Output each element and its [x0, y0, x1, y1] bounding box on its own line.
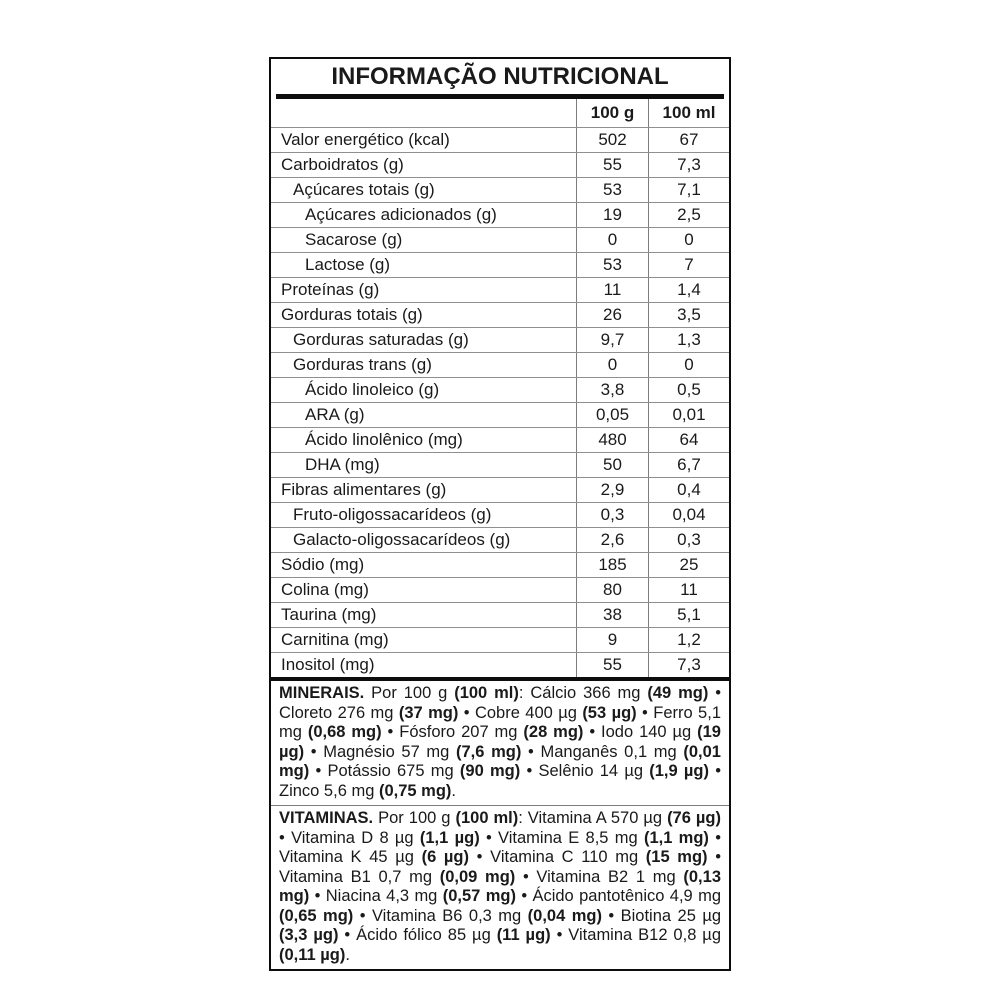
emphasized-text: (6 µg)	[421, 848, 470, 866]
table-row	[271, 502, 729, 527]
nutrient-rows	[271, 127, 729, 677]
nutrient-label: Colina (mg)	[281, 580, 369, 599]
nutrient-label: Fibras alimentares (g)	[281, 480, 447, 499]
value-100ml: 1,2	[648, 628, 729, 652]
nutrient-label: Ácido linolênico (mg)	[305, 430, 463, 449]
emphasized-text: (0,57 mg)	[442, 887, 516, 905]
plain-text: • Vitamina B6 0,3 mg	[353, 906, 528, 925]
nutrient-label: Sacarose (g)	[305, 230, 403, 249]
value-100g: 2,9	[576, 478, 648, 502]
value-100g: 11	[576, 278, 648, 302]
emphasized-text: (0,75 mg)	[378, 781, 452, 800]
vitamins-paragraph	[271, 806, 729, 969]
value-100ml: 7,3	[648, 653, 729, 677]
nutrition-facts-panel	[269, 57, 731, 971]
plain-text: • Ferro 5,1 mg	[279, 703, 721, 741]
value-100ml: 0,3	[648, 528, 729, 552]
plain-text: • Manganês 0,1 mg	[521, 742, 684, 761]
value-100g: 53	[576, 178, 648, 202]
plain-text: .	[345, 945, 350, 964]
emphasized-text: (11 µg)	[496, 926, 551, 944]
emphasized-text: (53 µg)	[582, 703, 637, 722]
value-100ml: 1,4	[648, 278, 729, 302]
table-row	[271, 277, 729, 302]
table-row	[271, 427, 729, 452]
nutrient-label: Gorduras trans (g)	[293, 355, 432, 374]
value-100g: 502	[576, 128, 648, 152]
value-100g: 80	[576, 578, 648, 602]
nutrient-label: Carboidratos (g)	[281, 155, 404, 174]
value-100g: 38	[576, 603, 648, 627]
value-100ml: 7	[648, 253, 729, 277]
emphasized-text: (37 mg)	[398, 703, 459, 722]
nutrient-label: DHA (mg)	[305, 455, 380, 474]
emphasized-text: (0,68 mg)	[307, 723, 382, 741]
table-row	[271, 577, 729, 602]
plain-text: • Iodo 140 µg	[583, 723, 698, 741]
value-100g: 480	[576, 428, 648, 452]
nutrient-label: Gorduras totais (g)	[281, 305, 423, 324]
value-100ml: 0,01	[648, 403, 729, 427]
table-row	[271, 252, 729, 277]
value-100ml: 0	[648, 353, 729, 377]
plain-text: Por 100 g	[364, 684, 455, 702]
nutrient-label: Sódio (mg)	[281, 555, 365, 574]
table-row	[271, 452, 729, 477]
value-100g: 185	[576, 553, 648, 577]
table-row	[271, 202, 729, 227]
plain-text: • Potássio 675 mg	[309, 762, 460, 780]
plain-text: • Fósforo 207 mg	[381, 723, 524, 741]
emphasized-text: (0,13 mg)	[279, 867, 721, 905]
plain-text: • Vitamina B12 0,8 µg	[550, 926, 721, 944]
plain-text: • Niacina 4,3 mg	[309, 887, 443, 905]
plain-text: • Vitamina B2 1 mg	[515, 867, 684, 886]
table-row	[271, 402, 729, 427]
value-100g: 50	[576, 453, 648, 477]
emphasized-text: (90 mg)	[459, 762, 521, 780]
value-100ml: 7,1	[648, 178, 729, 202]
table-row	[271, 377, 729, 402]
plain-text: • Vitamina K 45 µg	[279, 828, 722, 866]
nutrient-label: Galacto-oligossacarídeos (g)	[293, 530, 511, 549]
plain-text: • Biotina 25 µg	[601, 906, 721, 925]
emphasized-text: (3,3 µg)	[279, 926, 339, 944]
column-header-row	[271, 99, 729, 127]
nutrient-label: Ácido linoleico (g)	[305, 380, 440, 399]
emphasized-text: (76 µg)	[667, 809, 721, 827]
table-row	[271, 602, 729, 627]
table-row	[271, 627, 729, 652]
value-100ml: 0,4	[648, 478, 729, 502]
table-row	[271, 477, 729, 502]
plain-text: • Magnésio 57 mg	[304, 742, 457, 761]
table-title: INFORMAÇÃO NUTRICIONAL	[331, 63, 669, 90]
nutrient-label: Taurina (mg)	[281, 605, 377, 624]
emphasized-text: (100 ml)	[454, 684, 519, 702]
plain-text: • Zinco 5,6 mg	[279, 762, 721, 800]
value-100ml: 64	[648, 428, 729, 452]
nutrient-label: Açúcares adicionados (g)	[305, 205, 497, 224]
plain-text: • Ácido pantotênico 4,9 mg	[515, 887, 721, 905]
value-100g: 9	[576, 628, 648, 652]
nutrient-label: Lactose (g)	[305, 255, 391, 274]
plain-text: : Vitamina A 570 µg	[518, 809, 668, 827]
plain-text: • Vitamina B1 0,7 mg	[279, 848, 721, 886]
value-100g: 0,05	[576, 403, 648, 427]
column-header-100ml: 100 ml	[648, 99, 729, 127]
emphasized-text: (0,04 mg)	[527, 906, 602, 925]
emphasized-text: (0,01 mg)	[279, 742, 721, 780]
value-100g: 2,6	[576, 528, 648, 552]
value-100g: 26	[576, 303, 648, 327]
emphasized-text: (19 µg)	[279, 723, 721, 761]
nutrient-label: Açúcares totais (g)	[293, 180, 435, 199]
value-100g: 0,3	[576, 503, 648, 527]
emphasized-text: (1,9 µg)	[649, 762, 709, 780]
value-100ml: 25	[648, 553, 729, 577]
value-100ml: 0,04	[648, 503, 729, 527]
emphasized-text: (0,09 mg)	[439, 867, 516, 886]
value-100ml: 0,5	[648, 378, 729, 402]
value-100g: 0	[576, 228, 648, 252]
column-header-100g: 100 g	[576, 99, 648, 127]
table-row	[271, 527, 729, 552]
value-100ml: 1,3	[648, 328, 729, 352]
table-row	[271, 177, 729, 202]
value-100ml: 67	[648, 128, 729, 152]
value-100ml: 7,3	[648, 153, 729, 177]
nutrient-label: Gorduras saturadas (g)	[293, 330, 469, 349]
value-100ml: 0	[648, 228, 729, 252]
emphasized-text: VITAMINAS.	[279, 809, 374, 827]
nutrient-label: ARA (g)	[305, 405, 365, 424]
value-100g: 55	[576, 153, 648, 177]
value-100g: 55	[576, 653, 648, 677]
value-100ml: 3,5	[648, 303, 729, 327]
value-100g: 0	[576, 353, 648, 377]
emphasized-text: (1,1 mg)	[643, 828, 709, 847]
table-row	[271, 552, 729, 577]
table-row	[271, 127, 729, 152]
plain-text: • Cobre 400 µg	[458, 703, 583, 722]
emphasized-text: (1,1 µg)	[419, 828, 480, 847]
emphasized-text: (15 mg)	[645, 848, 708, 866]
table-row	[271, 327, 729, 352]
plain-text: • Selênio 14 µg	[520, 762, 650, 780]
value-100g: 9,7	[576, 328, 648, 352]
plain-text: Por 100 g	[373, 809, 456, 827]
emphasized-text: (0,65 mg)	[279, 906, 354, 925]
table-row	[271, 152, 729, 177]
emphasized-text: (49 mg)	[647, 684, 709, 702]
value-100g: 3,8	[576, 378, 648, 402]
table-row	[271, 352, 729, 377]
table-row	[271, 652, 729, 677]
nutrient-label: Proteínas (g)	[281, 280, 380, 299]
nutrient-label: Carnitina (mg)	[281, 630, 389, 649]
emphasized-text: (0,11 µg)	[279, 945, 346, 964]
plain-text: • Vitamina C 110 mg	[469, 848, 646, 866]
value-100g: 19	[576, 203, 648, 227]
plain-text: • Vitamina D 8 µg	[279, 828, 420, 847]
value-100ml: 6,7	[648, 453, 729, 477]
plain-text: • Cloreto 276 mg	[279, 684, 721, 722]
emphasized-text: (28 mg)	[523, 723, 584, 741]
value-100g: 53	[576, 253, 648, 277]
table-row	[271, 302, 729, 327]
plain-text: : Cálcio 366 mg	[518, 684, 648, 702]
minerals-paragraph	[271, 681, 729, 805]
plain-text: • Ácido fólico 85 µg	[338, 926, 497, 944]
value-100ml: 11	[648, 578, 729, 602]
emphasized-text: MINERAIS.	[279, 684, 365, 702]
value-100ml: 5,1	[648, 603, 729, 627]
plain-text: • Vitamina E 8,5 mg	[479, 828, 644, 847]
nutrient-label: Valor energético (kcal)	[281, 130, 450, 149]
emphasized-text: (7,6 mg)	[456, 742, 522, 761]
emphasized-text: (100 ml)	[455, 809, 519, 827]
plain-text: .	[451, 781, 456, 800]
nutrient-label: Fruto-oligossacarídeos (g)	[293, 505, 492, 524]
table-row	[271, 227, 729, 252]
nutrient-label: Inositol (mg)	[281, 655, 375, 674]
value-100ml: 2,5	[648, 203, 729, 227]
